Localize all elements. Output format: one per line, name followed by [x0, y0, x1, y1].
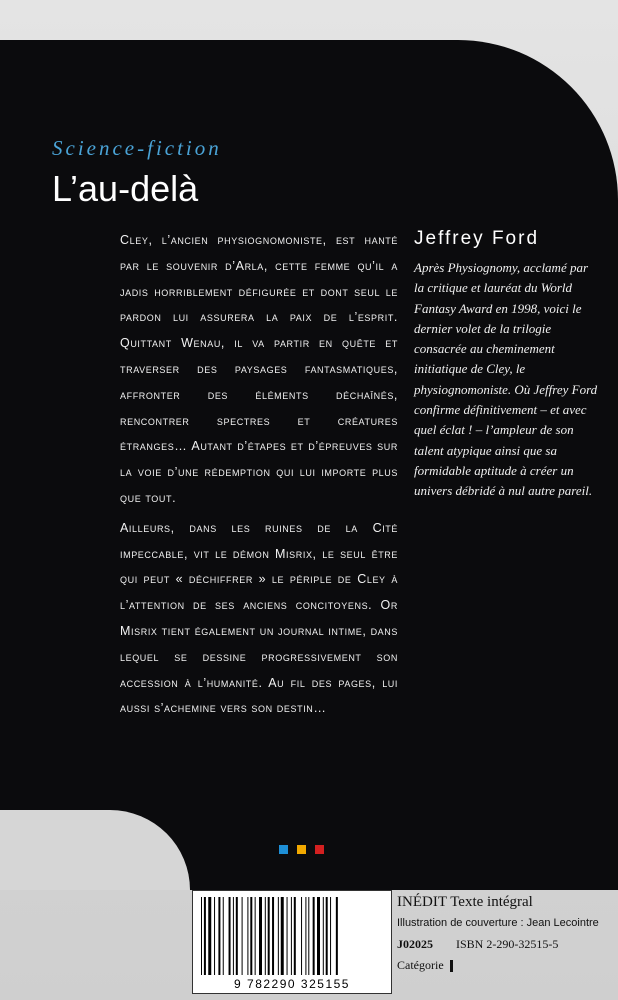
- barcode-bar: [308, 897, 309, 975]
- isbn: ISBN 2-290-32515-5: [456, 937, 559, 951]
- barcode-bar: [218, 897, 220, 975]
- dot-icon: [279, 845, 288, 854]
- barcode-bar: [301, 897, 302, 975]
- barcode-bar: [214, 897, 215, 975]
- barcode-bar: [323, 897, 324, 975]
- barcode-bar: [208, 897, 211, 975]
- author-blurb: Après Physiognomy, acclamé par la critique et lauréat du World Fantasy Award en 1998, voici le dernier volet de la trilogie consacrée au cheminement initiatique de Cley, le physiognomoniste. Où Jeffrey Ford confirme définitivement – et avec quel éclat ! – l’ampleur de son talent atypique ainsi que sa formidable aptitude à créer un univers débridé à nul autre pareil.: [414, 260, 598, 499]
- edition-label: INÉDIT Texte intégral: [397, 894, 533, 910]
- summary-text: [120, 228, 398, 722]
- author-name: Jeffrey Ford: [414, 228, 540, 249]
- publication-info: [397, 894, 599, 973]
- barcode-bar: [268, 897, 270, 975]
- barcode-bar: [265, 897, 266, 975]
- illustration-credit: Illustration de couverture : Jean Lecointre: [397, 917, 599, 929]
- barcode-bar: [287, 897, 288, 975]
- barcode-bar: [223, 897, 224, 975]
- barcode-icon: [201, 897, 383, 975]
- barcode: [192, 890, 392, 994]
- dot-icon: [315, 845, 324, 854]
- barcode-bar: [278, 897, 279, 975]
- barcode-bar: [250, 897, 252, 975]
- barcode-bar: [291, 897, 292, 975]
- barcode-bar: [255, 897, 256, 975]
- barcode-bar: [204, 897, 206, 975]
- summary-paragraph: Ailleurs, dans les ruines de la Cité impeccable, vit le démon Misrix, le seul être qui peut « déchiffrer » le périple de Cley à l’attention de ses anciens concitoyens. Or Misrix tient également un journal intime, dans lequel se dessine progressivement son accession à l’humanité. Au fil des pages, lui aussi s’achemine vers son destin…: [120, 520, 398, 716]
- book-code: J02025: [397, 937, 433, 951]
- summary-paragraph: Cley, l’ancien physiognomoniste, est hanté par le souvenir d’Arla, cette femme qu’il a jadis horriblement défigurée et dont seul le pardon lui assurera la paix de l’esprit. Quittant Wenau, il va partir en quête et traverser des paysages fantasmatiques, affronter des éléments déchaînés, rencontrer spectres et créatures étranges… Autant d’étapes et d’épreuves sur la voie d’une rédemption qui lui importe plus que tout.: [120, 233, 398, 505]
- barcode-bar: [229, 897, 231, 975]
- barcode-bar: [326, 897, 328, 975]
- barcode-bar: [247, 897, 248, 975]
- color-dots: [279, 841, 329, 859]
- barcode-bar: [336, 897, 338, 975]
- barcode-bar: [259, 897, 262, 975]
- dot-icon: [297, 845, 306, 854]
- barcode-number: 9 782290 325155: [234, 977, 350, 991]
- category-label: Catégorie: [397, 958, 444, 972]
- barcode-bar: [313, 897, 315, 975]
- book-title: L’au-delà: [52, 168, 199, 209]
- barcode-bar: [201, 897, 202, 975]
- genre-label: Science-fiction: [52, 136, 222, 160]
- category-marker: [450, 960, 453, 972]
- barcode-bar: [236, 897, 238, 975]
- barcode-bar: [242, 897, 243, 975]
- barcode-bar: [281, 897, 284, 975]
- barcode-bar: [317, 897, 320, 975]
- barcode-bar: [330, 897, 331, 975]
- barcode-bar: [294, 897, 296, 975]
- barcode-bar: [305, 897, 306, 975]
- barcode-bar: [233, 897, 234, 975]
- barcode-bar: [272, 897, 274, 975]
